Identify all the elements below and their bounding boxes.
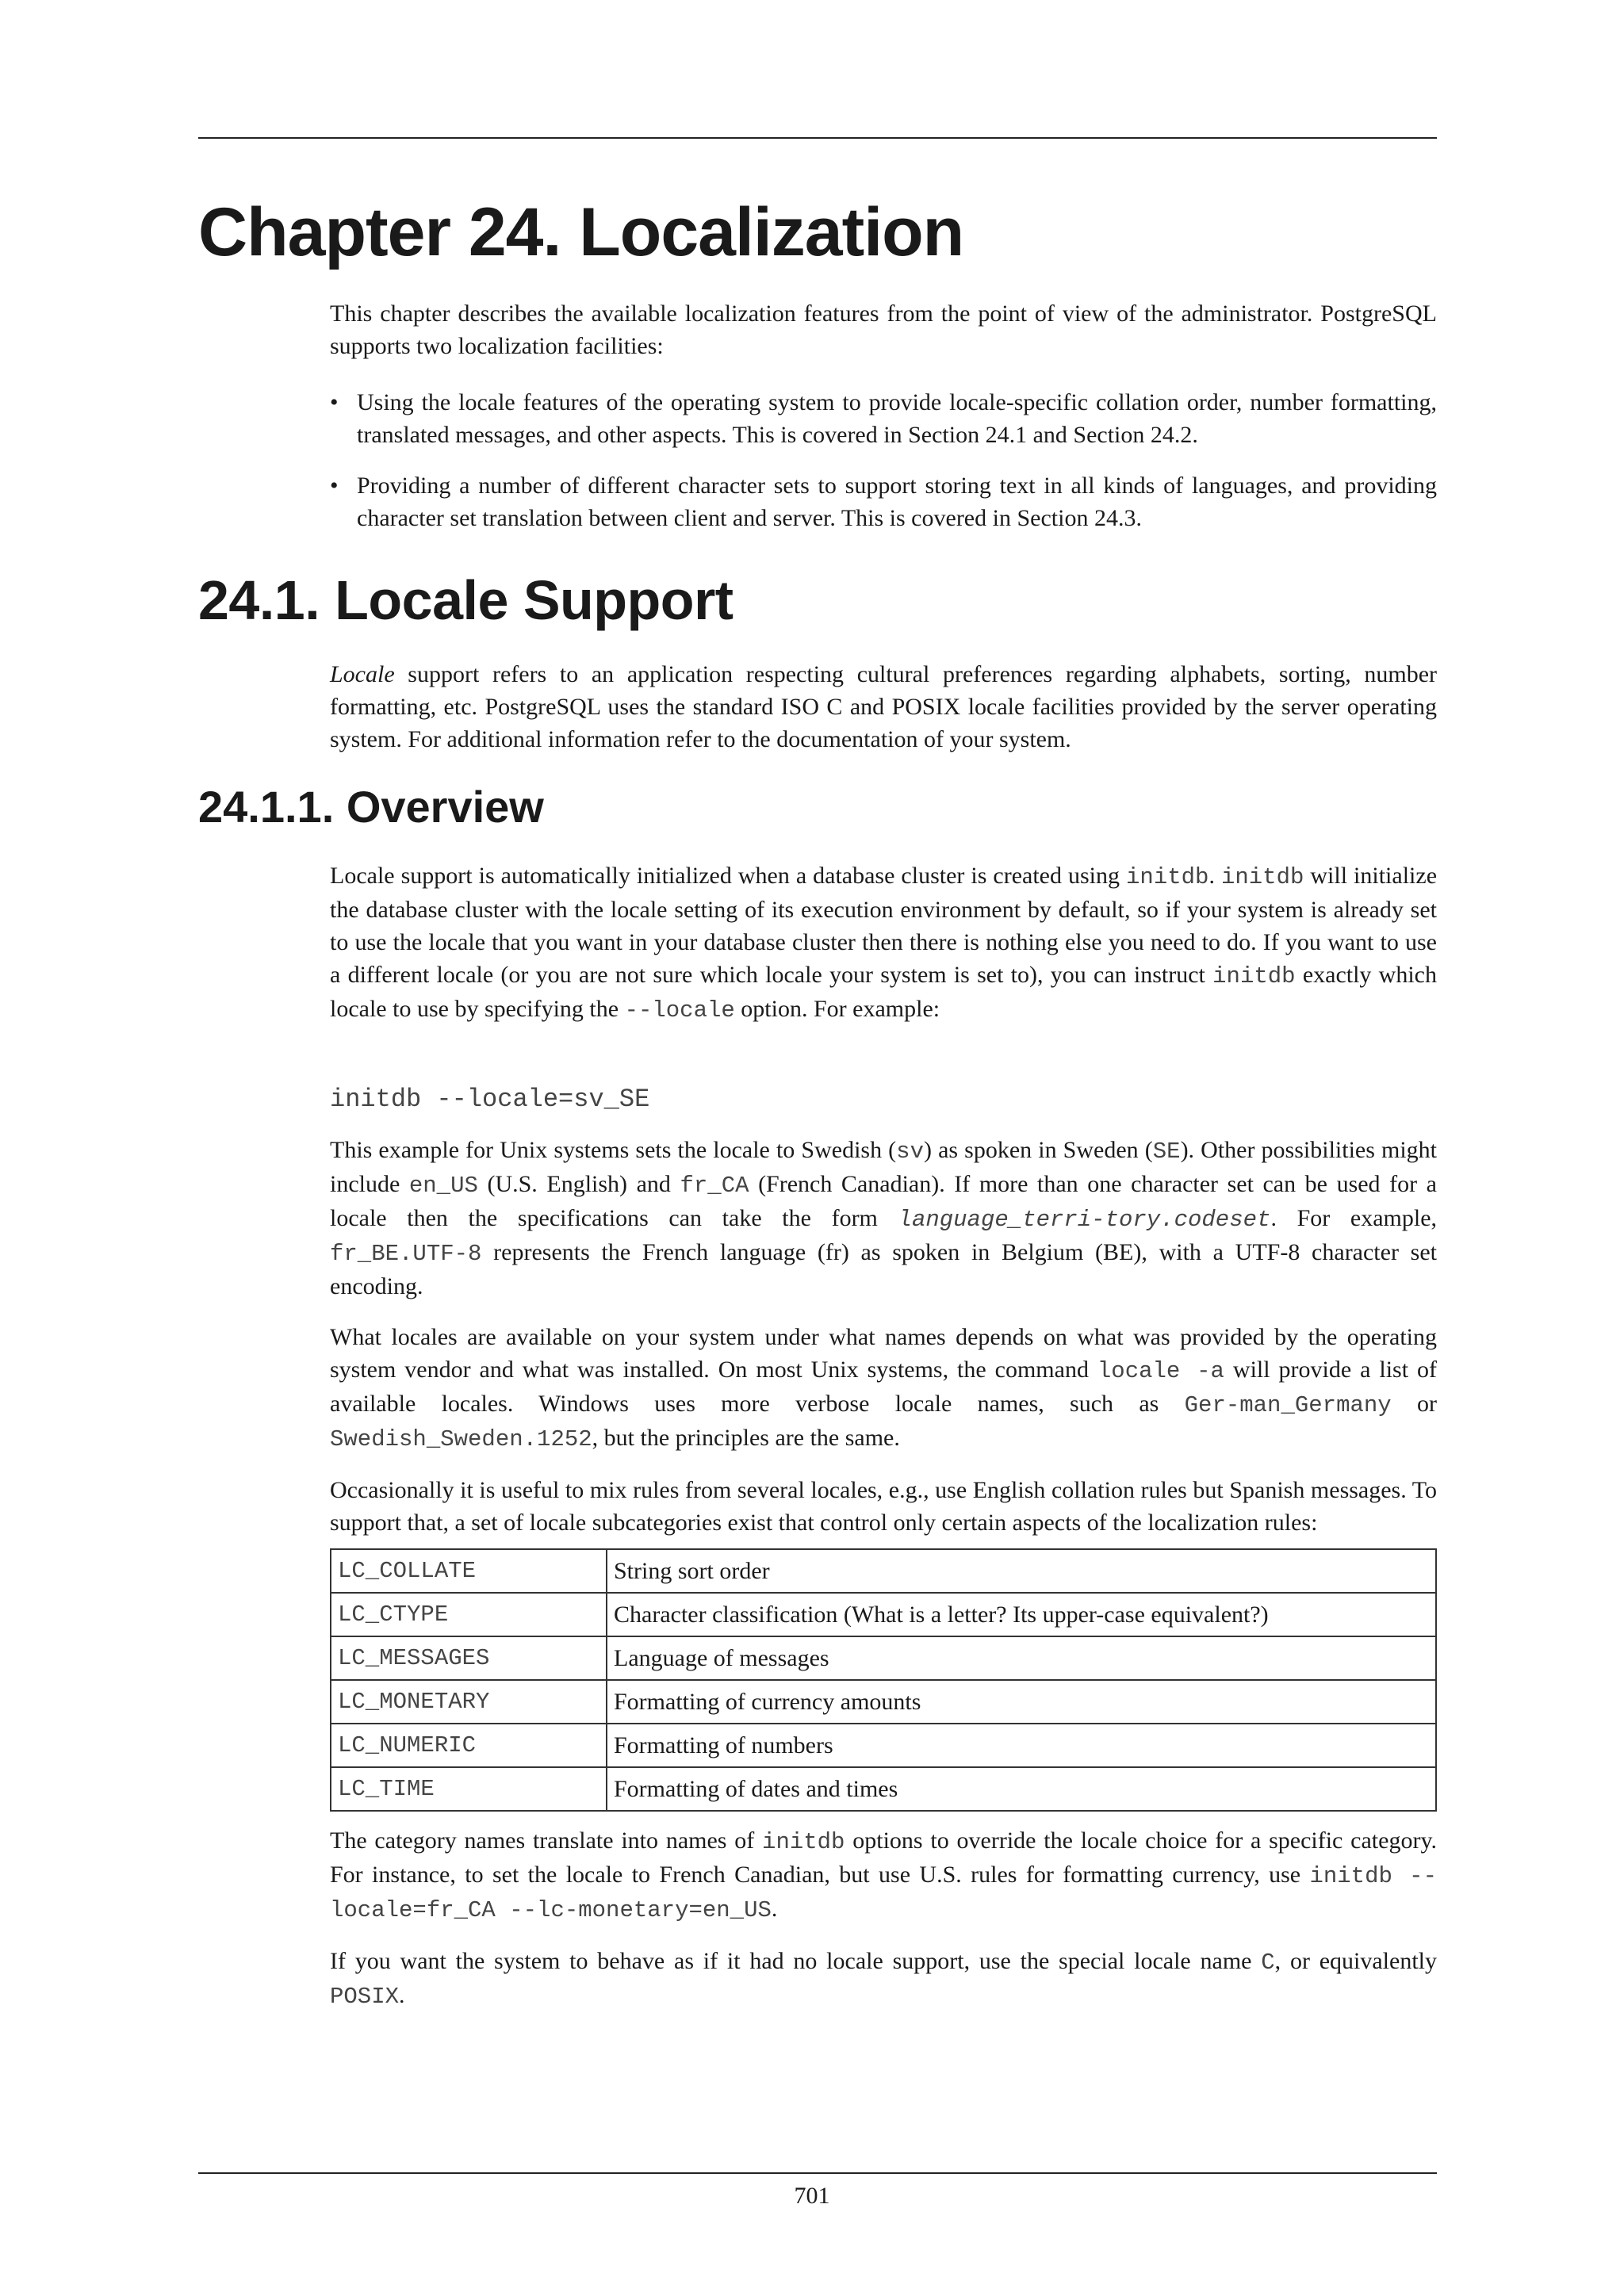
table-row (331, 1680, 1436, 1724)
text: ). Other possibilities might include (330, 1137, 1437, 1197)
code-example: initdb --locale=sv_SE (330, 1085, 650, 1114)
text: represents the French language (fr) as spoken in Belgium (BE), with a UTF-8 character set encoding. (330, 1239, 1437, 1299)
text: , or equivalently (1274, 1948, 1438, 1974)
list-item-text: Providing a number of different character sets to support storing text in all kinds of languages, and providing character set translation between client and server. This is covered in Section 24.3. (357, 473, 1437, 531)
overview-paragraph-5 (330, 1824, 1437, 1927)
code-initdb: initdb (1220, 864, 1304, 890)
code-swedish-sweden: Swedish_Sweden.1252 (330, 1426, 592, 1452)
list-item (330, 469, 1437, 534)
code-german-germany: Ger-man_Germany (1184, 1392, 1392, 1418)
code-sv: sv (896, 1138, 924, 1165)
code-en-us: en_US (408, 1173, 478, 1199)
table-cell-description: Formatting of currency amounts (607, 1680, 1436, 1724)
overview-block (330, 859, 1437, 2013)
code-initdb: initdb (762, 1829, 845, 1855)
text: . (399, 1982, 405, 2008)
list-item-text: Using the locale features of the operating system to provide locale-specific collation order, number formatting, translated messages, and other aspects. This is covered in Section 24.1 and Section 24.2. (357, 389, 1437, 448)
text: (U.S. English) and (477, 1171, 680, 1197)
code-locale-form: language_terri-tory.codeset (898, 1207, 1271, 1233)
text: Locale support is automatically initialized when a database cluster is created using (330, 863, 1127, 889)
code-posix: POSIX (330, 1984, 400, 2010)
code-initdb-command: initdb --locale=fr_CA --lc-monetary=en_US (330, 1863, 1437, 1923)
code-fr-be: fr_BE.UTF-8 (330, 1241, 482, 1267)
table-cell-description: Formatting of dates and times (607, 1767, 1436, 1811)
code-initdb: initdb (1212, 963, 1296, 989)
chapter-intro-block (330, 297, 1437, 362)
text: This example for Unix systems sets the locale to Swedish ( (330, 1137, 897, 1163)
overview-paragraph-4: Occasionally it is useful to mix rules from several locales, e.g., use English collation rules but Spanish messages. To support that, a set of locale subcategories exist that control only certain aspects of the localization rules: (330, 1477, 1437, 1536)
text: , but the principles are the same. (592, 1425, 900, 1451)
chapter-intro: This chapter describes the available localization features from the point of view of the administrator. PostgreSQL supports two localization facilities: (330, 300, 1437, 359)
code-c: C (1261, 1950, 1275, 1976)
text: The category names translate into names of (330, 1827, 763, 1854)
table-cell-category: LC_COLLATE (331, 1549, 607, 1593)
table-row (331, 1593, 1436, 1636)
bullet-glyph: • (330, 473, 339, 499)
table-row (331, 1767, 1436, 1811)
table-cell-category: LC_NUMERIC (331, 1724, 607, 1767)
code-initdb: initdb (1126, 864, 1209, 890)
overview-paragraph-1 (330, 859, 1437, 1027)
facility-list-block (330, 386, 1437, 534)
table-row (331, 1724, 1436, 1767)
locale-support-paragraph (330, 658, 1437, 756)
table-row (331, 1636, 1436, 1680)
text: options to override the locale choice for a specific category. For instance, to set the locale to French Canadian, but use U.S. rules for formatting currency, use (330, 1827, 1437, 1888)
text: . (771, 1896, 778, 1922)
text: (French Canadian). If more than one character set can be used for a locale then the specifications can take the form (330, 1171, 1437, 1231)
overview-paragraph-3 (330, 1321, 1437, 1456)
text: option. For example: (734, 996, 940, 1022)
overview-paragraph-2 (330, 1134, 1437, 1303)
facility-list (330, 386, 1437, 534)
code-fr-ca: fr_CA (680, 1173, 749, 1199)
table-cell-description: Formatting of numbers (607, 1724, 1436, 1767)
locale-category-table (330, 1548, 1437, 1812)
bullet-glyph: • (330, 389, 339, 415)
subsection-title: 24.1.1. Overview (198, 782, 544, 832)
footer-rule (198, 2172, 1437, 2174)
text: . (1208, 863, 1221, 889)
overview-paragraph-6 (330, 1945, 1437, 2013)
paragraph-text: support refers to an application respecting cultural preferences regarding alphabets, sorting, number formatting, etc. PostgreSQL uses the standard ISO C and POSIX locale facilities provided by the server operating system. For additional information refer to the documentation of your system. (330, 661, 1437, 752)
code-locale-a: locale -a (1097, 1358, 1224, 1384)
table-cell-description: Character classification (What is a letter? Its upper-case equivalent?) (607, 1593, 1436, 1636)
table-cell-category: LC_TIME (331, 1767, 607, 1811)
header-rule (198, 137, 1437, 139)
section-title: 24.1. Locale Support (198, 569, 733, 631)
table-cell-category: LC_MESSAGES (331, 1636, 607, 1680)
chapter-title: Chapter 24. Localization (198, 194, 964, 270)
table-cell-description: String sort order (607, 1549, 1436, 1593)
table-row (331, 1549, 1436, 1593)
text: If you want the system to behave as if it had no locale support, use the special locale name (330, 1948, 1262, 1974)
page-number: 701 (794, 2183, 830, 2209)
text: or (1391, 1391, 1437, 1417)
list-item (330, 386, 1437, 451)
code-locale-option: --locale (624, 997, 735, 1024)
text: What locales are available on your system under what names depends on what was provided by the operating system vendor and what was installed. On most Unix systems, the command (330, 1324, 1437, 1383)
table-cell-category: LC_MONETARY (331, 1680, 607, 1724)
text: will initialize the database cluster with the locale setting of its execution environment by default, so if your system is already set to use the locale that you want in your database cluster then there is nothing else you need to do. If you want to use a different locale (or you are not sure which locale your system is set to), you can instruct (330, 863, 1438, 988)
locale-support-block (330, 658, 1437, 756)
code-se: SE (1152, 1138, 1181, 1165)
emphasis: Locale (330, 661, 395, 687)
table-cell-description: Language of messages (607, 1636, 1436, 1680)
text: ) as spoken in Sweden ( (923, 1137, 1153, 1163)
text: . For example, (1270, 1205, 1438, 1231)
text: will provide a list of available locales. Windows uses more verbose locale names, such as (330, 1357, 1437, 1417)
text: exactly which locale to use by specifying the (330, 962, 1437, 1022)
table-cell-category: LC_CTYPE (331, 1593, 607, 1636)
